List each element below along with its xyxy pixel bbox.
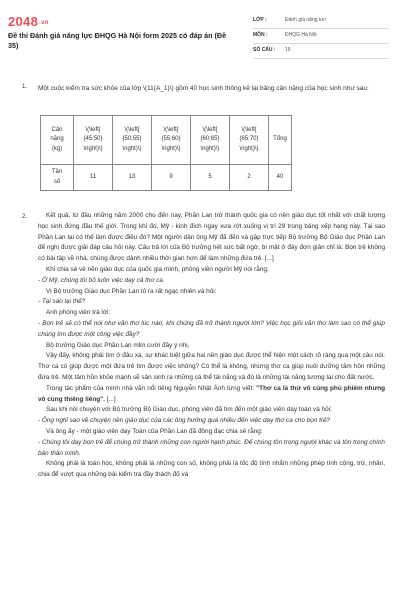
cell-line: {65;70} <box>239 136 259 143</box>
logo-suffix: .vn <box>39 19 49 26</box>
weight-frequency-table <box>40 115 292 191</box>
table-cell: 9 <box>152 165 191 191</box>
passage-paragraph: - Ông nghĩ sao về chuyện nền giáo dục của các ông hướng quá nhiều đến việc dạy thơ ca cho bọn trẻ? <box>38 417 331 425</box>
question-number: 1. <box>22 83 28 90</box>
quote-bold: "Thơ ca là thứ vô cùng phù phiếm nhưng vô cùng thiêng liêng". <box>38 384 386 403</box>
meta-value: ĐHQG Hà Nội <box>285 32 317 38</box>
cell-line: {45;50} <box>83 136 103 143</box>
table-cell: 5 <box>191 165 230 191</box>
cell-line: \right)\) <box>122 145 142 152</box>
passage-paragraph: - Tại sao lại thế? <box>38 298 86 306</box>
cell-line: (kg) <box>51 145 63 152</box>
table-cell <box>41 165 74 191</box>
table-row <box>41 165 292 191</box>
cell-line: Tần <box>51 169 63 175</box>
passage-paragraph-quote: Trong tác phẩm của mình nhà văn nổi tiếng Nguyễn Nhật Ánh từng viết: "Thơ ca là thứ vô cùng phù phiếm nhưng vô cùng thiêng liêng". [...] <box>38 384 386 403</box>
cell-line: \right)\) <box>83 145 103 152</box>
cell-line: \(\left[ <box>241 126 257 133</box>
cell-line: {60;65} <box>200 136 220 143</box>
cell-line: {55;60} <box>161 136 181 143</box>
cell-line: \right)\) <box>239 145 259 152</box>
meta-subject-row <box>253 29 389 44</box>
meta-value: Đánh giá năng lực <box>285 17 326 23</box>
cell-line: \right)\) <box>161 145 181 152</box>
table-cell: 2 <box>230 165 269 191</box>
table-cell: 13 <box>113 165 152 191</box>
question-number: 2. <box>22 213 28 220</box>
site-logo[interactable] <box>8 14 49 29</box>
table-header-cell <box>41 116 74 165</box>
table-cell: 11 <box>74 165 113 191</box>
passage-paragraph: - Ở Mỹ, chúng tôi bỏ luôn việc dạy cả thơ ca. <box>38 276 165 284</box>
cell-line: số <box>53 178 61 185</box>
cell-line: \(\left[ <box>85 126 101 133</box>
document-title: Đề thi Đánh giá năng lực ĐHQG Hà Nội form 2025 có đáp án (Đề 35) <box>8 31 227 50</box>
table-header-cell <box>230 116 269 165</box>
cell-line: \(\left[ <box>124 126 140 133</box>
passage-paragraph: Và ông ấy - một giáo viên dạy Toán của Phần Lan đã đồng đạc chia sẻ rằng: <box>46 427 263 435</box>
meta-info <box>253 14 389 59</box>
passage-paragraph: - Chúng tôi dạy bọn trẻ để chúng trở thành những con người hạnh phúc. Để chúng tôn trọng người khác và tôn trọng chính bản thân mình. <box>38 438 385 457</box>
cell-line: \(\left[ <box>202 126 218 133</box>
passage-paragraph: Bộ trưởng Giáo dục Phần Lan mỉm cười đầy ý nhị. <box>46 341 190 349</box>
passage-paragraph: Vị Bộ trưởng Giáo dục Phần Lan tỏ ra rất ngạc nhiên và hỏi: <box>46 287 217 295</box>
table-header-cell <box>113 116 152 165</box>
cell-line: \right)\) <box>200 145 220 152</box>
meta-label: MÔN : <box>253 32 268 38</box>
table-header-cell <box>152 116 191 165</box>
cell-line: {50;55} <box>122 136 142 143</box>
passage-paragraph: Vậy đấy, không phải tìm ở đâu xa, sự khác biệt giữa hai nền giáo dục được thể hiện một cách rõ ràng qua một câu nói. Thơ ca có giúp được một đứa trẻ tìm được việc không? Có thể là không, nhưng thơ ca giúp nuôi dưỡng tâm hồn những đứa trẻ. Một tâm hồn khỏe mạnh sẽ sản sinh ra những cá thể tài năng và đó là những tài năng tương lai cho đất nước. <box>38 352 385 381</box>
passage-paragraph: Anh phóng viên trả lời: <box>46 309 111 317</box>
cell-line: Cân <box>51 126 63 133</box>
question-1-text: Một cuộc kiểm tra sức khỏe của lớp \(11{A_1}\) gồm 40 học sinh thống kê lại bảng cân nặng của học sinh như sau: <box>38 85 369 92</box>
passage-paragraph: Không phải là toán học, không phải là những con số, không phải là tốc độ tính nhẩm những phép tính cộng, trừ, nhân, chia để vượt qua những bài kiểm tra đầy thách đố và <box>38 460 385 479</box>
meta-value: 15 <box>285 47 291 53</box>
table-header-cell: Tổng <box>269 116 292 165</box>
table-header-cell <box>74 116 113 165</box>
meta-count-row <box>253 44 389 59</box>
header <box>0 0 400 58</box>
logo-text: 2048 <box>8 14 39 29</box>
meta-label: LỚP : <box>253 17 267 23</box>
meta-class-row <box>253 14 389 29</box>
cell-line: \(\left[ <box>163 126 179 133</box>
table-row <box>41 116 292 165</box>
question-2-passage <box>38 211 385 481</box>
table-cell: 40 <box>269 165 292 191</box>
cell-line: nặng <box>50 136 64 143</box>
passage-paragraph: Kết quả, từ đầu những năm 2000 cho đến nay, Phần Lan trở thành quốc gia có nền giáo dục tốt nhất với chất lượng học sinh đứng đầu thế giới. Trong khi đó, Mỹ - kinh đích ngay xưa rớt xuống vị trí 29 trong bảng xếp hạng này. Tại sao Phần Lan lại có thể làm được điều đó? Một người dân ông Mỹ đã đến và gặp trực tiếp Bộ trưởng Bộ Giáo dục Phần Lan để nghị được giải đáp câu hỏi này. Câu trả lời của Bộ trưởng hết sức bất ngờ, bí mật ở đây đơn giản chỉ là: Bọn trẻ không có bài tập về nhà, chúng được dành nhiều thời gian hơn để làm những đứa trẻ. [...] <box>38 212 385 263</box>
passage-paragraph: Sau khi nói chuyện với Bộ trưởng Bộ Giáo dục, phóng viên đã tìm đến một giáo viên dạy toán và hỏi: <box>46 406 332 414</box>
passage-paragraph: - Bọn trẻ sẽ có thể nói như vần thơ lúc nào, khi chúng đã trở thành người lớn? Việc học giỏi văn thơ làm sao có thể giúp chúng tìm được một công việc đầy? <box>38 319 385 338</box>
table-header-cell <box>191 116 230 165</box>
passage-paragraph: Khi chia sẻ về nền giáo dục của quốc gia mình, phóng viên người Mỹ nói rằng: <box>46 265 269 273</box>
meta-label: SỐ CÂU : <box>253 47 276 53</box>
